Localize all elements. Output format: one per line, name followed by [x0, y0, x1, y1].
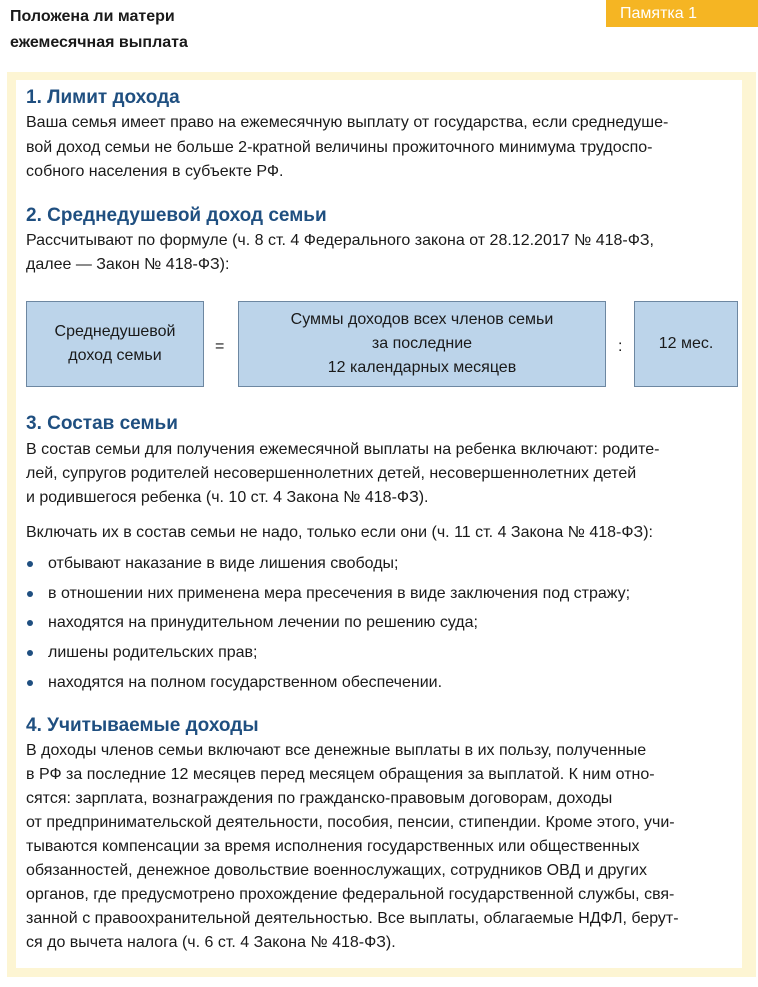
memo-content [16, 80, 742, 968]
formula-right-text: 12 мес. [658, 335, 714, 352]
section-3-line-2: лей, супругов родителей несовершеннолетних детей, несовершеннолетних детей [26, 465, 637, 482]
section-4-heading: 4. Учитываемые доходы [26, 715, 259, 736]
section-4-line-5: тываются компенсации за время исполнения государственных или общественных [26, 838, 640, 855]
section-1-line-2: вой доход семьи не больше 2-кратной величины прожиточного минимума трудоспо- [26, 139, 653, 156]
formula-middle-line-2: за последние [371, 335, 473, 352]
bullet-marker [27, 591, 33, 597]
formula-left-line-2: доход семьи [68, 347, 162, 364]
title-line-2: ежемесячная выплата [10, 34, 188, 51]
section-2-line-1: Рассчитывают по формуле (ч. 8 ст. 4 Федерального закона от 28.12.2017 № 418-ФЗ, [26, 232, 654, 249]
section-4-line-8: занной с правоохранительной деятельностью. Все выплаты, облагаемые НДФЛ, берут- [26, 910, 679, 927]
section-4-line-3: сятся: зарплата, вознаграждения по гражданско-правовым договорам, доходы [26, 790, 613, 807]
section-3-line-1: В состав семьи для получения ежемесячной выплаты на ребенка включают: родите- [26, 441, 660, 458]
bullet-item-4: лишены родительских прав; [48, 644, 258, 661]
section-1-line-3: собного населения в субъекте РФ. [26, 163, 284, 180]
formula-box-income-sum [238, 301, 606, 387]
formula-equals-sign: = [215, 338, 225, 355]
page-title [10, 4, 188, 56]
section-3-heading: 3. Состав семьи [26, 413, 178, 434]
bullet-marker [27, 561, 33, 567]
bullet-marker [27, 620, 33, 626]
bullet-item-1: отбывают наказание в виде лишения свободы; [48, 555, 399, 572]
section-3-exclusion-intro: Включать их в состав семьи не надо, только если они (ч. 11 ст. 4 Закона № 418-ФЗ): [26, 524, 653, 541]
formula-left-line-1: Среднедушевой [54, 323, 176, 340]
bullet-item-5: находятся на полном государственном обеспечении. [48, 674, 443, 691]
memo-panel [7, 72, 756, 977]
title-line-1: Положена ли матери [10, 8, 175, 25]
section-2-heading: 2. Среднедушевой доход семьи [26, 205, 327, 226]
section-1-heading: 1. Лимит дохода [26, 87, 180, 108]
bullet-item-3: находятся на принудительном лечении по решению суда; [48, 614, 478, 631]
section-4-line-1: В доходы членов семьи включают все денежные выплаты в их пользу, полученные [26, 742, 647, 759]
section-1-line-1: Ваша семья имеет право на ежемесячную выплату от государства, если среднедуше- [26, 114, 669, 131]
formula-box-months [634, 301, 738, 387]
formula-middle-line-3: 12 календарных месяцев [327, 359, 517, 376]
section-4-line-6: обязанностей, денежное довольствие военнослужащих, сотрудников ОВД и других [26, 862, 647, 879]
section-4-line-2: в РФ за последние 12 месяцев перед месяцем обращения за выплатой. К ним отно- [26, 766, 655, 783]
formula-divide-sign: : [618, 338, 623, 355]
bullet-marker [27, 680, 33, 686]
section-4-line-4: от предпринимательской деятельности, пособия, пенсии, стипендии. Кроме этого, учи- [26, 814, 675, 831]
formula-middle-line-1: Суммы доходов всех членов семьи [290, 311, 554, 328]
section-3-line-3: и родившегося ребенка (ч. 10 ст. 4 Закона № 418-ФЗ). [26, 489, 429, 506]
bullet-marker [27, 650, 33, 656]
section-4-line-9: ся до вычета налога (ч. 6 ст. 4 Закона № 418-ФЗ). [26, 934, 396, 951]
bullet-item-2: в отношении них применена мера пресечения в виде заключения под стражу; [48, 585, 631, 602]
memo-badge: Памятка 1 [606, 0, 758, 27]
section-2-line-2: далее — Закон № 418-ФЗ): [26, 256, 230, 273]
formula-box-average-income [26, 301, 204, 387]
section-4-line-7: органов, где предусмотрено прохождение федеральной государственной службы, свя- [26, 886, 675, 903]
